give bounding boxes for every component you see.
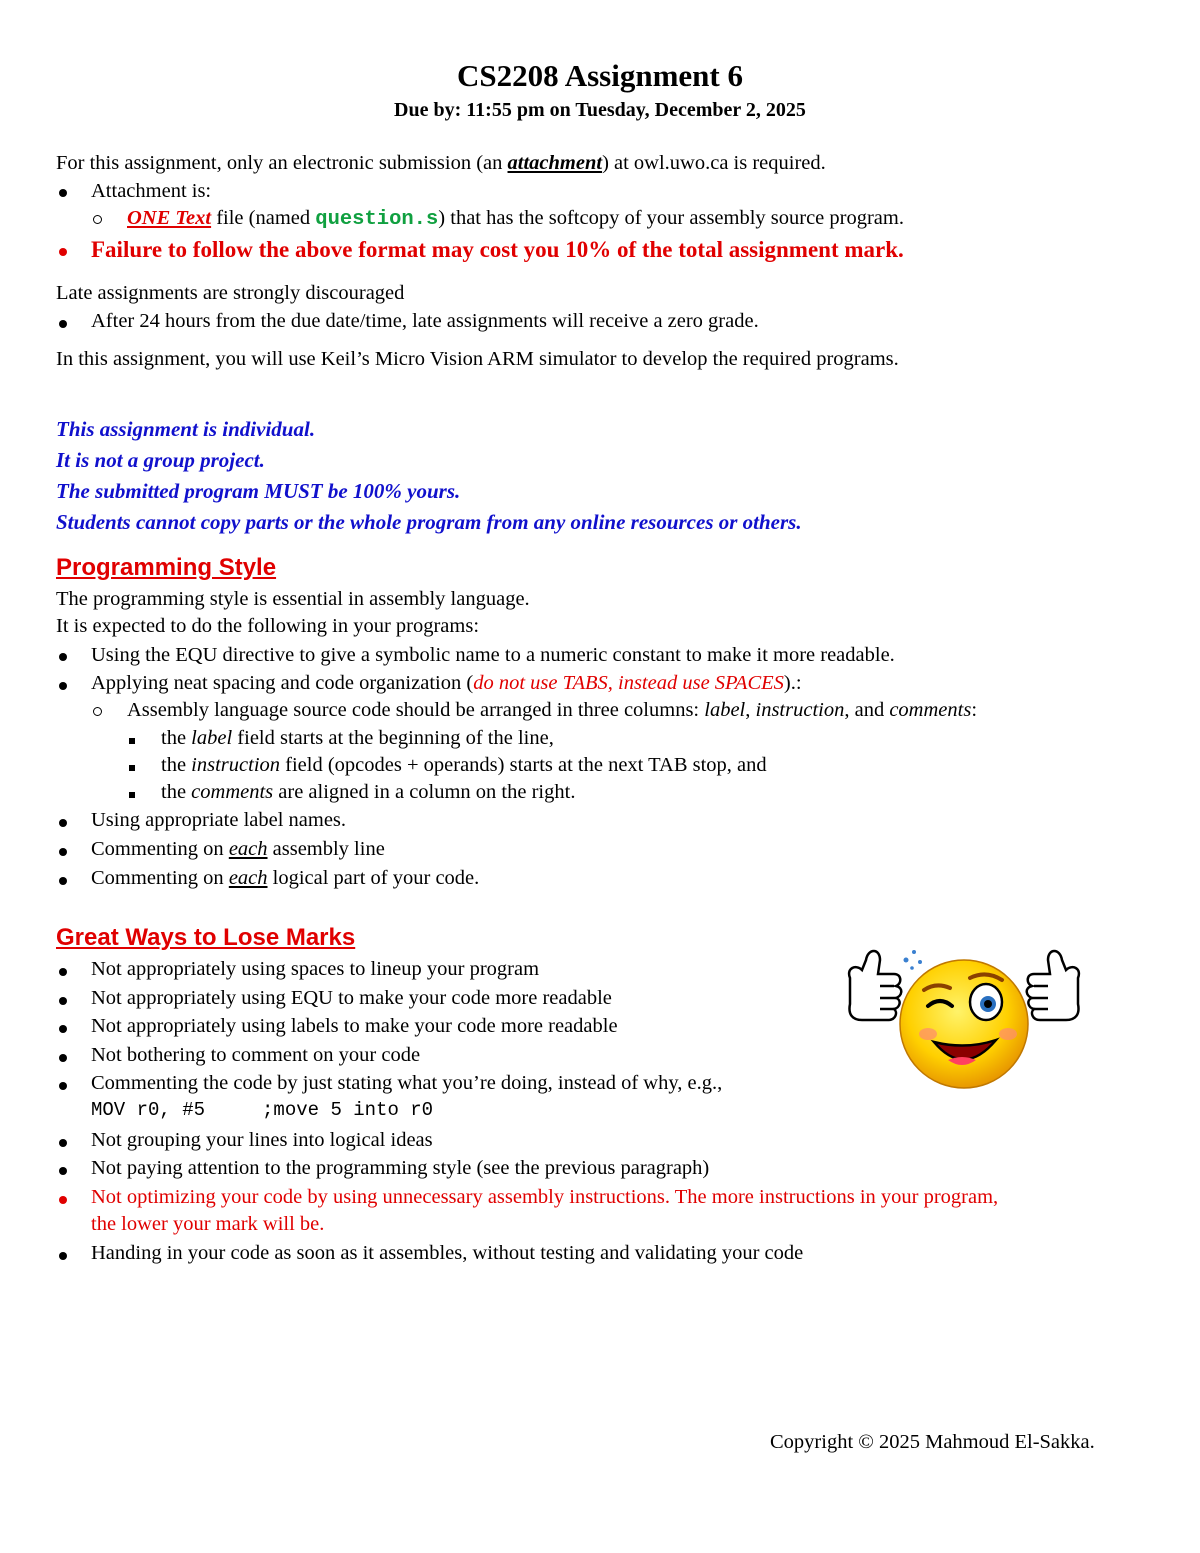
style-bullet-comment-line: Commenting on each assembly line	[91, 838, 385, 860]
bullet-icon	[59, 966, 67, 980]
lose-item: Commenting the code by just stating what you’re doing, instead of why, e.g.,	[91, 1072, 723, 1094]
lose-marks-heading: Great Ways to Lose Marks	[56, 924, 356, 951]
bullet-icon	[59, 1250, 67, 1264]
programming-style-heading: Programming Style	[56, 554, 277, 581]
bullet-icon	[59, 995, 67, 1009]
lose-item-optimize: Not optimizing your code by using unnecessary assembly instructions. The more instructions in your program,	[91, 1186, 999, 1208]
style-columns: Assembly language source code should be arranged in three columns: label, instruction, and comments:	[127, 699, 978, 721]
style-bullet-comment-part: Commenting on each logical part of your code.	[91, 867, 480, 889]
document-title: CS2208 Assignment 6	[457, 58, 743, 93]
bullet-icon	[59, 817, 67, 831]
late-policy: Late assignments are strongly discouraged	[56, 282, 405, 304]
square-bullet-icon	[129, 788, 135, 802]
lose-item: Not appropriately using EQU to make your code more readable	[91, 987, 612, 1009]
lose-item: Not appropriately using labels to make your code more readable	[91, 1015, 618, 1037]
lose-item: Not grouping your lines into logical ideas	[91, 1129, 433, 1151]
bullet-icon	[59, 651, 67, 665]
individual-line-4: Students cannot copy parts or the whole program from any online resources or others.	[56, 510, 802, 534]
circle-bullet-icon	[93, 706, 102, 720]
winking-thumbs-up-smiley-icon	[836, 938, 1092, 1094]
filename: question.s	[315, 208, 439, 231]
lose-item: Handing in your code as soon as it assembles, without testing and validating your code	[91, 1242, 804, 1264]
code-example: MOV r0, #5 ;move 5 into r0	[91, 1099, 434, 1121]
square-bullet-icon	[129, 734, 135, 748]
lose-item: Not bothering to comment on your code	[91, 1044, 421, 1066]
bullet-icon	[59, 1052, 67, 1066]
style-sub-comments: the comments are aligned in a column on the right.	[161, 781, 576, 803]
style-bullet-equ: Using the EQU directive to give a symbolic name to a numeric constant to make it more readable.	[91, 644, 895, 666]
bullet-icon	[59, 246, 67, 260]
style-para-2: It is expected to do the following in your programs:	[56, 615, 480, 637]
copyright-footer: Copyright © 2025 Mahmoud El-Sakka.	[770, 1431, 1095, 1453]
keil-note: In this assignment, you will use Keil’s Micro Vision ARM simulator to develop the required programs.	[56, 348, 899, 370]
bullet-icon	[59, 1023, 67, 1037]
format-warning: Failure to follow the above format may cost you 10% of the total assignment mark.	[91, 237, 904, 262]
attachment-is: Attachment is:	[91, 180, 212, 202]
bullet-icon	[59, 875, 67, 889]
style-bullet-spacing: Applying neat spacing and code organization (do not use TABS, instead use SPACES).:	[91, 672, 802, 694]
bullet-icon	[59, 846, 67, 860]
bullet-icon	[59, 1137, 67, 1151]
lose-item: Not paying attention to the programming style (see the previous paragraph)	[91, 1157, 710, 1179]
bullet-icon	[59, 187, 67, 201]
late-bullet: After 24 hours from the due date/time, late assignments will receive a zero grade.	[91, 310, 759, 332]
individual-line-2: It is not a group project.	[56, 448, 265, 472]
due-date: Due by: 11:55 pm on Tuesday, December 2, 2025	[394, 99, 806, 121]
style-para-1: The programming style is essential in assembly language.	[56, 588, 530, 610]
attachment-spec: ONE Text file (named question.s) that has the softcopy of your assembly source program.	[127, 207, 904, 231]
bullet-icon	[59, 318, 67, 332]
bullet-icon	[59, 1194, 67, 1208]
lose-item-optimize-cont: the lower your mark will be.	[91, 1213, 325, 1235]
square-bullet-icon	[129, 761, 135, 775]
bullet-icon	[59, 680, 67, 694]
style-bullet-labels: Using appropriate label names.	[91, 809, 347, 831]
bullet-icon	[59, 1165, 67, 1179]
individual-line-3: The submitted program MUST be 100% yours.	[56, 479, 461, 503]
style-sub-instruction: the instruction field (opcodes + operands) starts at the next TAB stop, and	[161, 754, 767, 776]
lose-item: Not appropriately using spaces to lineup your program	[91, 958, 540, 980]
attachment-emphasis: attachment	[507, 152, 603, 174]
circle-bullet-icon	[93, 214, 102, 228]
style-sub-label: the label field starts at the beginning of the line,	[161, 727, 554, 749]
individual-line-1: This assignment is individual.	[56, 417, 316, 441]
submission-intro: For this assignment, only an electronic submission (an attachment) at owl.uwo.ca is required.	[56, 152, 826, 174]
one-text-emphasis: ONE Text	[127, 207, 212, 229]
bullet-icon	[59, 1080, 67, 1094]
